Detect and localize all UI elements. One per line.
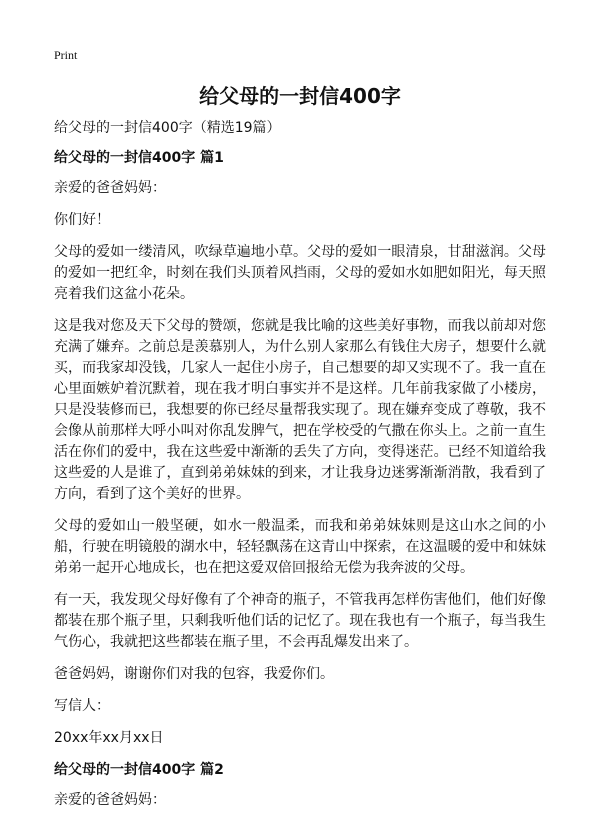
letter-paragraph-4: 有一天，我发现父母好像有了个神奇的瓶子，不管我再怎样伤害他们，他们好像都装在那个瓶子里，只剩我听他们话的记忆了。现在我也有一个瓶子，每当我生气伤心，我就把这些都装在瓶子里，不会再乱爆发出来了。: [54, 592, 546, 650]
letter-date: 20xx年xx月xx日: [54, 730, 164, 746]
letter-greeting-2: 亲爱的爸爸妈妈：: [54, 792, 166, 808]
document-subtitle: 给父母的一封信400字（精选19篇）: [54, 120, 281, 136]
page-title: 给父母的一封信400字: [199, 84, 401, 108]
letter-paragraph-5: 爸爸妈妈，谢谢你们对我的包容，我爱你们。: [54, 666, 334, 682]
print-link[interactable]: Print: [54, 48, 78, 62]
letter-paragraph-2: 这是我对您及天下父母的赞颂，您就是我比喻的这些美好事物，而我以前却对您充满了嫌弃。之前总是羡慕别人，为什么别人家那么有钱住大房子，想要什么就买，而我家却没钱，几家人一起住小房子，自己想要的却又实现不了。我一直在心里面嫉妒着沉默着，现在我才明白事实并不是这样。几年前我家做了小楼房，只是没装修而已，我想要的你已经尽量帮我实现了。现在嫌弃变成了尊敬，我不会像从前那样大呼小叫对你乱发脾气，把在学校受的气撒在你头上。之前一直生活在你们的爱中，我在这些爱中渐渐的丢失了方向，变得迷茫。已经不知道给我这些爱的人是谁了，直到弟弟妹妹的到来，才让我身边迷雾渐渐消散，我看到了方向，看到了这个美好的世界。: [54, 318, 546, 502]
letter-paragraph-1: 父母的爱如一缕清风，吹绿草遍地小草。父母的爱如一眼清泉，甘甜滋润。父母的爱如一把红伞，时刻在我们头顶着风挡雨，父母的爱如水如肥如阳光，每天照亮着我们这盆小花朵。: [54, 244, 546, 302]
section-heading-1: 给父母的一封信400字 篇1: [54, 150, 224, 166]
document-body: [54, 118, 546, 811]
letter-paragraph-3: 父母的爱如山一般坚硬，如水一般温柔，而我和弟弟妹妹则是这山水之间的小船，行驶在明镜般的湖水中，轻轻飘荡在这青山中探索，在这温暖的爱中和妹妹弟弟一起开心地成长，也在把这爱双倍回报给无偿为我奔波的父母。: [54, 518, 546, 576]
signature-label: 写信人：: [54, 698, 110, 714]
letter-hello: 你们好！: [54, 212, 110, 228]
letter-greeting: 亲爱的爸爸妈妈：: [54, 180, 166, 196]
section-heading-2: 给父母的一封信400字 篇2: [54, 762, 224, 778]
